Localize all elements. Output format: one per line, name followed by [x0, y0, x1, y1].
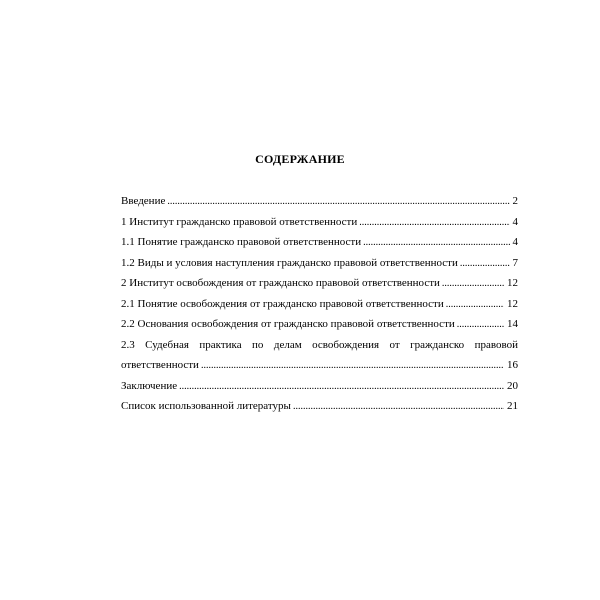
page-title: СОДЕРЖАНИЕ	[255, 152, 345, 166]
toc-entry-chapter-2[interactable]	[121, 273, 518, 294]
toc-entry-page-number: 14	[507, 318, 518, 330]
toc-entry-chapter-1[interactable]	[121, 212, 518, 233]
dot-leader	[293, 396, 504, 418]
toc-entry-page-number: 16	[507, 359, 518, 371]
toc-entry-section-2-3[interactable]	[121, 335, 518, 376]
dot-leader	[363, 232, 509, 254]
toc-entry-label: 2.2 Основания освобождения от гражданско правовой ответственности	[121, 318, 455, 330]
toc-entry-conclusion[interactable]	[121, 376, 518, 397]
toc-entry-references[interactable]	[121, 396, 518, 417]
toc-entry-page-number: 20	[507, 379, 518, 392]
dot-leader	[167, 191, 509, 213]
toc-entry-label: 2 Институт освобождения от гражданско правовой ответственности	[121, 277, 440, 289]
toc-entry-label-line-2: ответственности	[121, 359, 199, 371]
toc-entry-label: 1.2 Виды и условия наступления гражданско правовой ответственности	[121, 256, 458, 269]
dot-leader	[359, 212, 509, 234]
toc-entry-label: 1 Институт гражданско правовой ответственности	[121, 215, 358, 228]
toc-entry-page-number: 4	[512, 215, 518, 228]
toc-entry-section-2-1[interactable]	[121, 294, 518, 315]
toc-entry-section-1-1[interactable]	[121, 232, 518, 253]
dot-leader	[442, 273, 504, 295]
toc-entry-introduction[interactable]	[121, 191, 518, 212]
toc-entry-label: 1.1 Понятие гражданско правовой ответственности	[121, 236, 362, 248]
dot-leader	[457, 314, 504, 336]
toc-entry-label-line-1: 2.3 Судебная практика по делам освобождения от гражданско правовой	[121, 338, 518, 351]
toc-entry-label: Заключение	[121, 379, 178, 392]
toc-entry-label: Введение	[121, 195, 166, 207]
toc-entry-section-2-2[interactable]	[121, 314, 518, 335]
toc-entry-label: Список использованной литературы	[121, 400, 291, 412]
toc-entry-page-number: 12	[507, 277, 518, 289]
toc-entry-page-number: 7	[512, 256, 518, 269]
dot-leader	[201, 355, 504, 377]
toc-entry-section-1-2[interactable]	[121, 253, 518, 274]
toc-entry-page-number: 2	[512, 195, 518, 207]
toc-entry-second-line	[121, 355, 518, 376]
dot-leader	[179, 376, 504, 398]
toc-entry-page-number: 4	[512, 236, 518, 248]
dot-leader	[460, 253, 510, 275]
table-of-contents	[121, 191, 518, 417]
toc-entry-page-number: 21	[507, 400, 518, 412]
toc-entry-page-number: 12	[507, 297, 518, 310]
dot-leader	[446, 294, 504, 316]
toc-entry-label: 2.1 Понятие освобождения от гражданско правовой ответственности	[121, 297, 444, 310]
